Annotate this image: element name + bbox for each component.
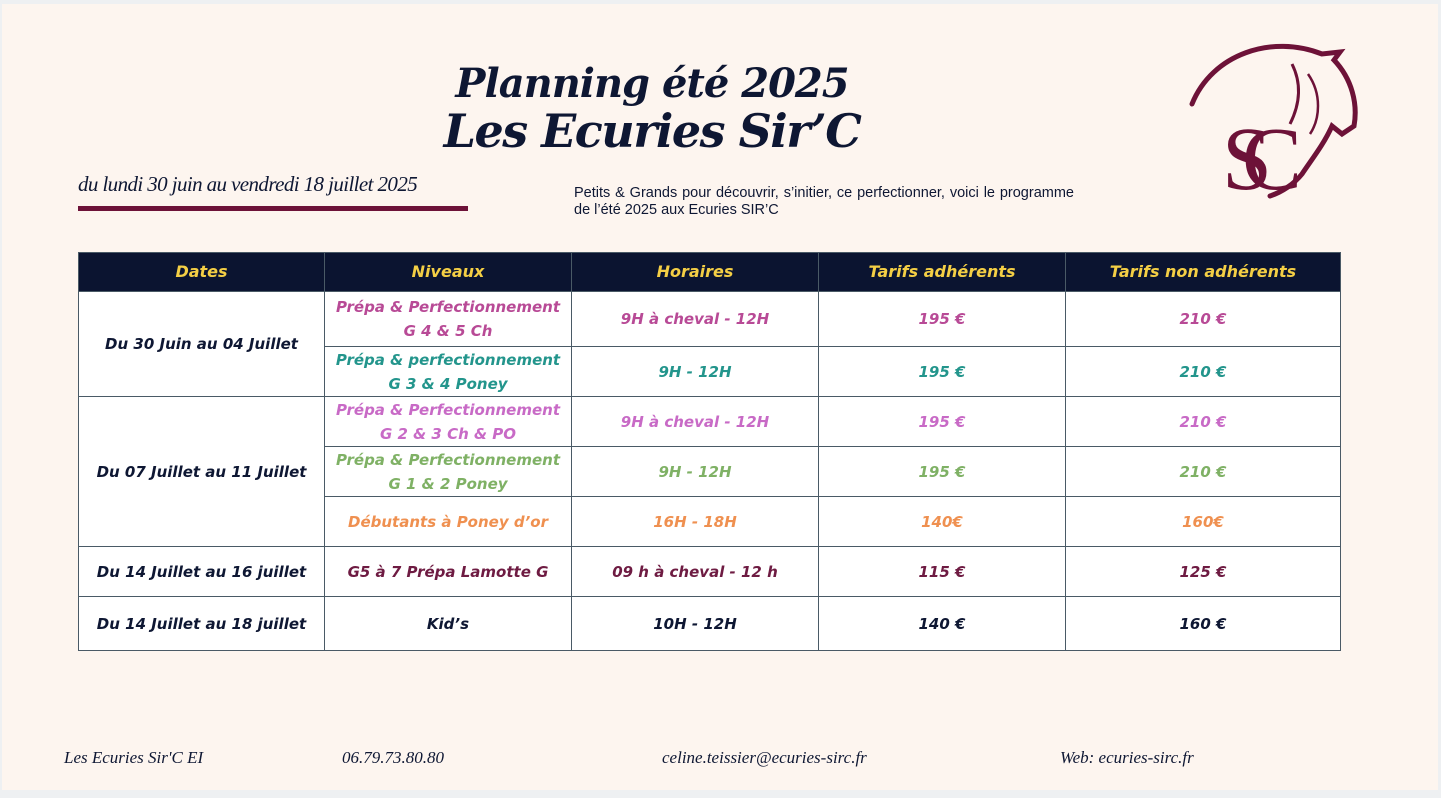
tarif-non-adherent-cell: 210 € xyxy=(1066,447,1341,497)
footer-web[interactable]: Web: ecuries-sirc.fr xyxy=(1060,748,1194,767)
horaire-cell: 9H - 12H xyxy=(572,447,819,497)
niveau-cell xyxy=(325,447,572,497)
tarif-adherent-cell: 140€ xyxy=(819,497,1066,547)
niveau-line: Prépa & perfectionnement xyxy=(335,350,561,369)
date-cell: Du 14 Juillet au 16 juillet xyxy=(79,547,325,597)
tarif-non-adherent-cell: 210 € xyxy=(1066,397,1341,447)
table-row xyxy=(79,397,1341,447)
date-cell: Du 30 Juin au 04 Juillet xyxy=(79,292,325,397)
horaire-cell: 9H à cheval - 12H xyxy=(572,292,819,347)
tarif-adherent-cell: 195 € xyxy=(819,397,1066,447)
page-subtitle: Les Ecuries Sir’C xyxy=(443,104,861,158)
tarif-adherent-cell: 115 € xyxy=(819,547,1066,597)
date-cell: Du 14 Juillet au 18 juillet xyxy=(79,597,325,651)
logo xyxy=(1182,34,1362,204)
niveau-line: Prépa & Perfectionnement xyxy=(335,450,561,469)
logo-monogram: SC xyxy=(1222,110,1273,204)
horse-neck-icon xyxy=(1308,74,1318,134)
header-tarifs-non-adherents: Tarifs non adhérents xyxy=(1066,253,1341,292)
niveau-cell xyxy=(325,347,572,397)
horaire-cell: 9H - 12H xyxy=(572,347,819,397)
header-niveaux: Niveaux xyxy=(325,253,572,292)
table-row xyxy=(79,547,1341,597)
niveau-line: Prépa & Perfectionnement xyxy=(335,400,561,419)
footer-phone[interactable]: 06.79.73.80.80 xyxy=(342,748,444,767)
date-underline xyxy=(78,206,468,211)
tarif-adherent-cell: 195 € xyxy=(819,292,1066,347)
date-range: du lundi 30 juin au vendredi 18 juillet 2025 xyxy=(78,172,418,196)
tarif-adherent-cell: 140 € xyxy=(819,597,1066,651)
tarif-adherent-cell: 195 € xyxy=(819,347,1066,397)
niveau-cell: Kid’s xyxy=(325,597,572,651)
footer-email[interactable]: celine.teissier@ecuries-sirc.fr xyxy=(662,748,867,767)
horaire-cell: 16H - 18H xyxy=(572,497,819,547)
header-tarifs-adherents: Tarifs adhérents xyxy=(819,253,1066,292)
tarif-non-adherent-cell: 160 € xyxy=(1066,597,1341,651)
niveau-line: G 2 & 3 Ch & PO xyxy=(379,424,517,443)
table-row xyxy=(79,597,1341,651)
footer-company: Les Ecuries Sir'C EI xyxy=(64,748,204,767)
table-row xyxy=(79,292,1341,347)
intro-text: Petits & Grands pour découvrir, s’initier, ce perfectionner, voici le programme de l’été 2025 aux Ecuries SIR’C xyxy=(574,185,1074,218)
tarif-adherent-cell: 195 € xyxy=(819,447,1066,497)
niveau-line: Prépa & Perfectionnement xyxy=(335,298,561,316)
horaire-cell: 09 h à cheval - 12 h xyxy=(572,547,819,597)
horse-head-outline-icon xyxy=(1192,46,1355,196)
header-horaires: Horaires xyxy=(572,253,819,292)
horaire-cell: 9H à cheval - 12H xyxy=(572,397,819,447)
header-dates: Dates xyxy=(79,253,325,292)
niveau-cell: G5 à 7 Prépa Lamotte G xyxy=(325,547,572,597)
tarif-non-adherent-cell: 125 € xyxy=(1066,547,1341,597)
tarif-non-adherent-cell: 210 € xyxy=(1066,292,1341,347)
date-cell: Du 07 Juillet au 11 Juillet xyxy=(79,397,325,547)
niveau-line: G 1 & 2 Poney xyxy=(388,474,508,493)
planning-page xyxy=(2,4,1438,790)
tarif-non-adherent-cell: 210 € xyxy=(1066,347,1341,397)
niveau-cell xyxy=(325,397,572,447)
niveau-line: G 4 & 5 Ch xyxy=(403,322,493,340)
horse-mane-icon xyxy=(1290,64,1299,124)
page-title: Planning été 2025 xyxy=(455,60,849,107)
niveau-cell: Débutants à Poney d’or xyxy=(325,497,572,547)
horaire-cell: 10H - 12H xyxy=(572,597,819,651)
table-header-row xyxy=(79,253,1341,292)
planning-table xyxy=(78,252,1341,651)
niveau-line: G 3 & 4 Poney xyxy=(388,374,508,393)
tarif-non-adherent-cell: 160€ xyxy=(1066,497,1341,547)
niveau-cell xyxy=(325,292,572,347)
